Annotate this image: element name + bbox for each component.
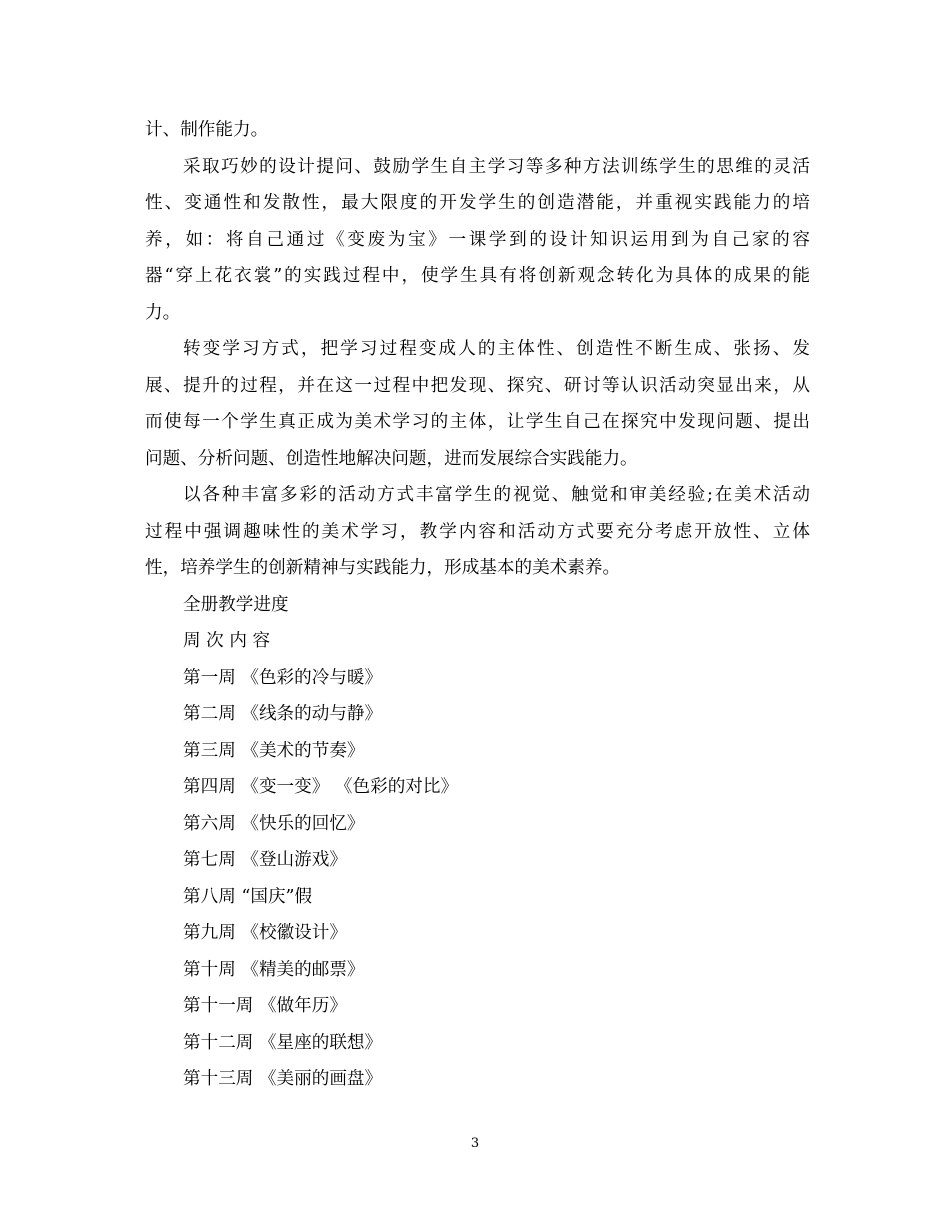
paragraph-continuation	[145, 112, 810, 149]
page-number: 3	[470, 1136, 480, 1151]
schedule-row: 第二周 《线条的动与静》	[183, 704, 383, 724]
text-line: 以各种丰富多彩的活动方式丰富学生的视觉、触觉和审美经验;在美术活动	[183, 485, 810, 505]
schedule-row: 第四周 《变一变》 《色彩的对比》	[183, 777, 459, 797]
text-line: 力。	[145, 302, 181, 323]
schedule-row: 第七周 《登山游戏》	[183, 850, 347, 870]
text-line: 器“穿上花衣裳”的实践过程中，使学生具有将创新观念转化为具体的成果的能	[145, 266, 810, 286]
text-line: 性、变通性和发散性，最大限度的开发学生的创造潜能，并重视实践能力的培	[145, 193, 810, 213]
text-line: 性，培养学生的创新精神与实践能力，形成基本的美术素养。	[145, 558, 621, 578]
text-line: 过程中强调趣味性的美术学习，教学内容和活动方式要充分考虑开放性、立体	[145, 521, 810, 542]
text-line: 展、提升的过程，并在这一过程中把发现、探究、研讨等认识活动突显出来，从	[145, 375, 810, 396]
schedule-row: 第六周 《快乐的回忆》	[183, 813, 365, 834]
schedule-row: 第十三周 《美丽的画盘》	[183, 1069, 383, 1089]
paragraph-teaching-methods	[145, 149, 810, 332]
text-line: 采取巧妙的设计提问、鼓励学生自主学习等多种方法训练学生的思维的灵活	[183, 156, 810, 177]
text-line: 而使每一个学生真正成为美术学习的主体，让学生自己在探究中发现问题、提出	[145, 412, 810, 432]
text-line: 养，如：将自己通过《变废为宝》一课学到的设计知识运用到为自己家的容	[145, 229, 810, 250]
schedule-row: 第十一周 《做年历》	[183, 996, 347, 1016]
schedule-row: 第十周 《精美的邮票》	[183, 959, 365, 980]
paragraph-activities	[145, 477, 810, 587]
schedule-row: 第八周 “国庆”假	[183, 886, 313, 907]
schedule-header: 周 次 内 容	[183, 631, 271, 651]
document-body	[145, 112, 810, 1098]
schedule-row: 第一周 《色彩的冷与暖》	[183, 667, 383, 688]
teaching-schedule	[145, 587, 810, 1098]
text-line: 计、制作能力。	[145, 120, 269, 140]
text-line: 转变学习方式，把学习过程变成人的主体性、创造性不断生成、张扬、发	[183, 339, 810, 359]
schedule-title: 全册教学进度	[183, 594, 289, 615]
schedule-row: 第九周 《校徽设计》	[183, 923, 347, 943]
text-line: 问题、分析问题、创造性地解决问题，进而发展综合实践能力。	[145, 448, 638, 469]
schedule-row: 第十二周 《星座的联想》	[183, 1032, 383, 1053]
schedule-row: 第三周 《美术的节奏》	[183, 740, 365, 761]
paragraph-learning-style	[145, 331, 810, 477]
